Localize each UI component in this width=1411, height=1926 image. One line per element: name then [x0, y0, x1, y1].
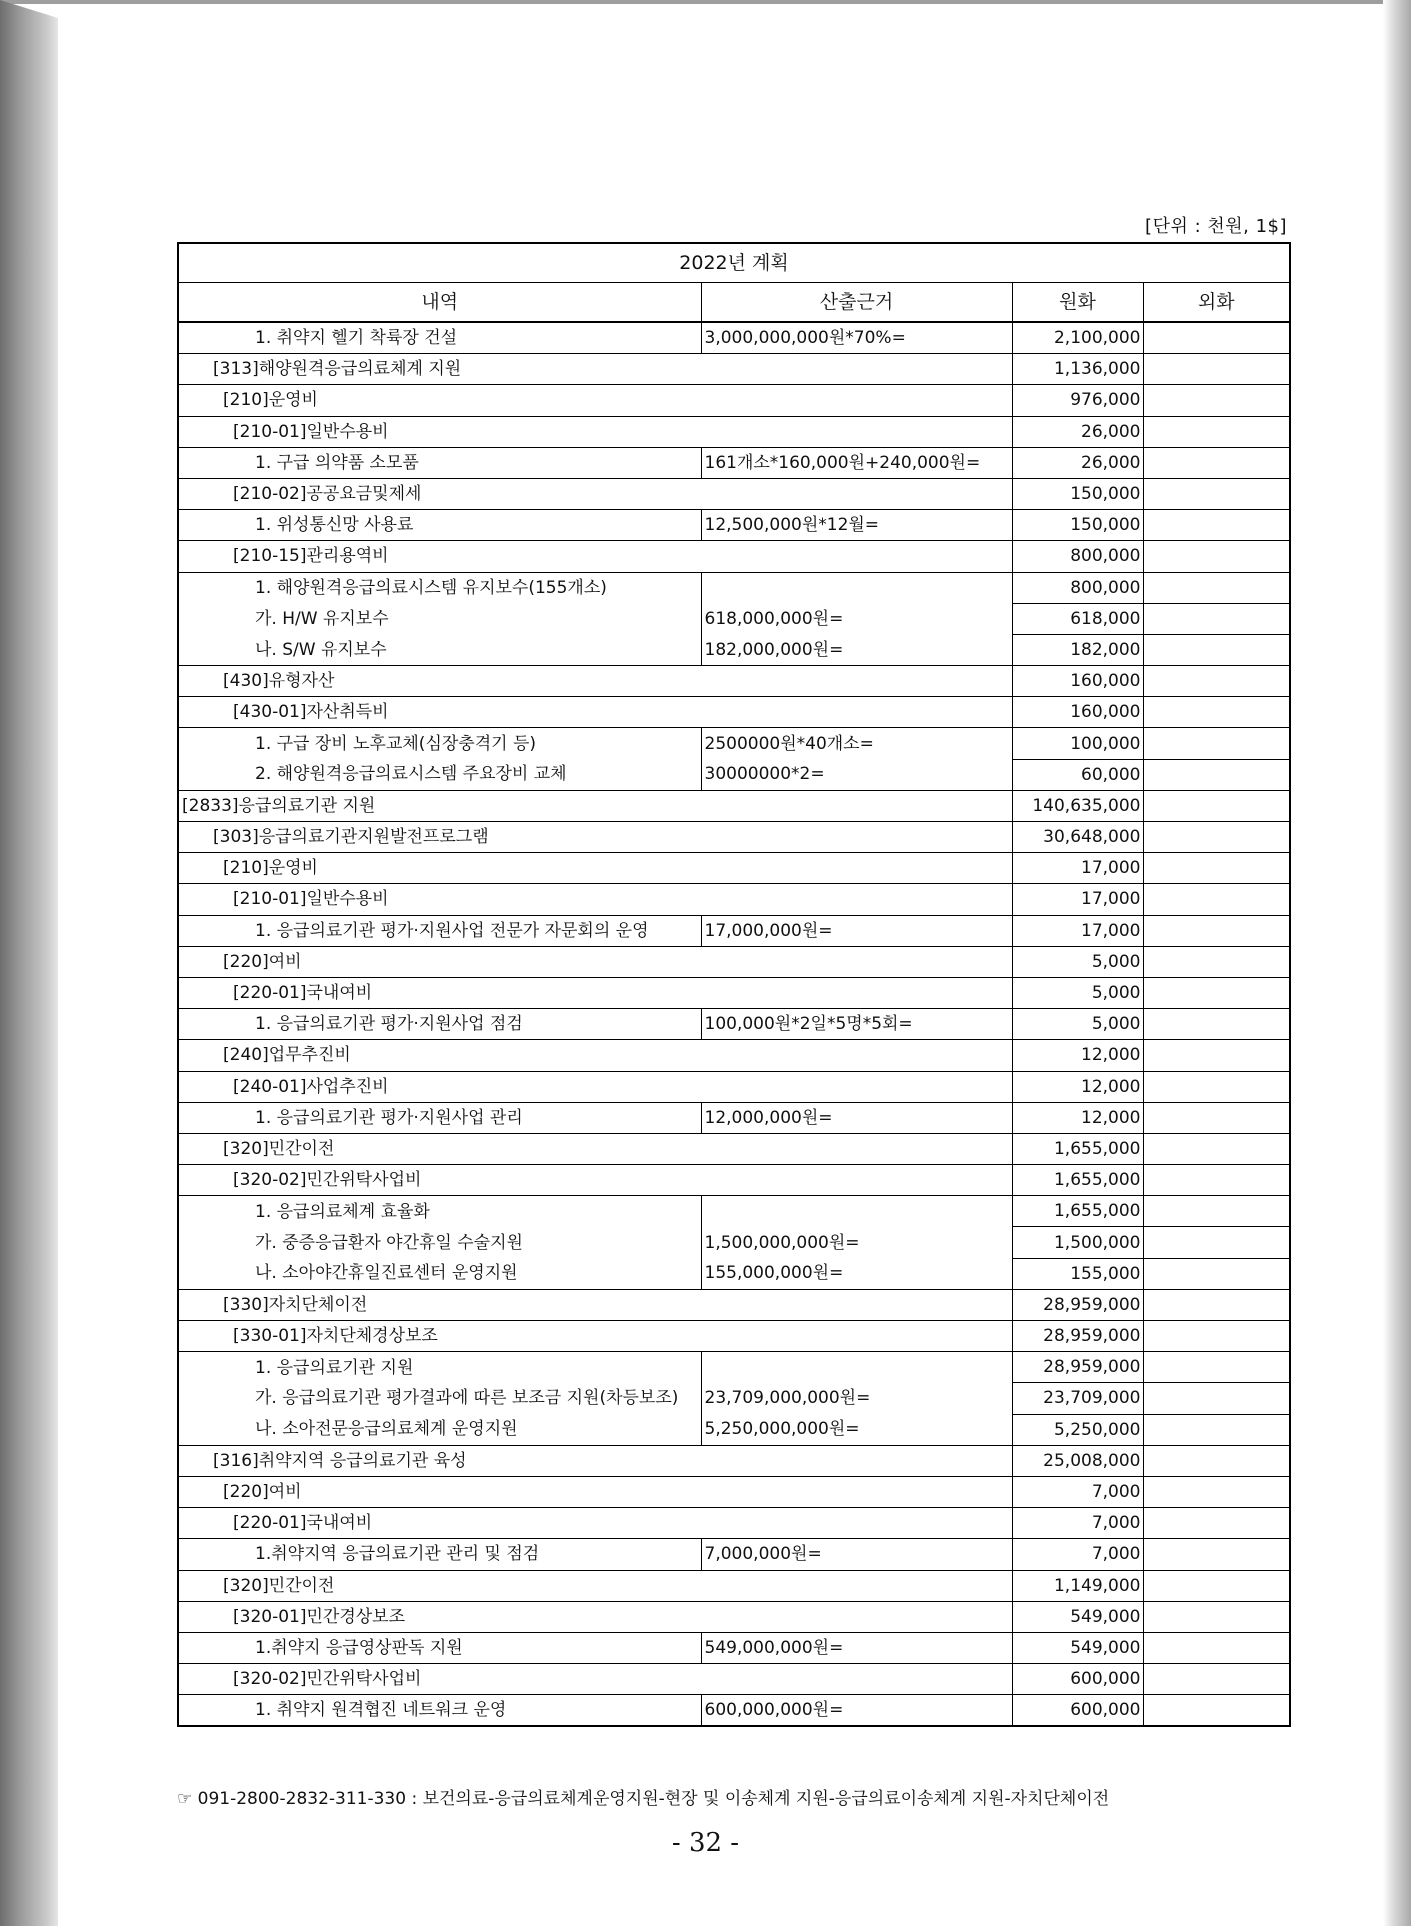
row-description: 1. 취약지 헬기 착륙장 건설: [178, 322, 701, 354]
header-foreign: 외화: [1143, 283, 1290, 323]
row-description: [316]취약지역 응급의료기관 육성: [178, 1445, 1012, 1476]
row-krw-amount: 800,000: [1012, 572, 1143, 603]
row-krw-amount: 100,000: [1012, 728, 1143, 759]
row-basis: 23,709,000,000원=: [701, 1383, 1012, 1414]
table-row: [178, 416, 1290, 447]
table-row: [178, 1508, 1290, 1539]
table-row: [178, 977, 1290, 1008]
row-krw-amount: 150,000: [1012, 510, 1143, 541]
row-description: [210-15]관리용역비: [178, 541, 1012, 572]
row-krw-amount: 7,000: [1012, 1508, 1143, 1539]
table-row: [178, 1258, 1290, 1289]
row-description: 1. 해양원격응급의료시스템 유지보수(155개소): [178, 572, 701, 603]
row-description: 1.취약지역 응급의료기관 관리 및 점검: [178, 1539, 701, 1570]
row-krw-amount: 600,000: [1012, 1664, 1143, 1695]
page-left-shadow: [0, 0, 58, 1926]
row-description: [210-01]일반수용비: [178, 884, 1012, 915]
page-edge: [0, 0, 1411, 4]
row-krw-amount: 25,008,000: [1012, 1445, 1143, 1476]
table-row: [178, 478, 1290, 509]
row-foreign-amount: [1143, 1508, 1290, 1539]
row-krw-amount: 28,959,000: [1012, 1321, 1143, 1352]
row-basis: [701, 572, 1012, 603]
table-row: [178, 1071, 1290, 1102]
table-row: [178, 915, 1290, 946]
budget-table: [177, 242, 1291, 1727]
row-krw-amount: 155,000: [1012, 1258, 1143, 1289]
row-krw-amount: 17,000: [1012, 884, 1143, 915]
row-description: 2. 해양원격응급의료시스템 주요장비 교체: [178, 759, 701, 790]
row-foreign-amount: [1143, 385, 1290, 416]
row-krw-amount: 1,655,000: [1012, 1133, 1143, 1164]
table-row: [178, 1040, 1290, 1071]
row-description: 나. 소아전문응급의료체계 운영지원: [178, 1414, 701, 1445]
row-foreign-amount: [1143, 1539, 1290, 1570]
row-basis: 7,000,000원=: [701, 1539, 1012, 1570]
table-row: [178, 759, 1290, 790]
table-row: [178, 1539, 1290, 1570]
table-row: [178, 1476, 1290, 1507]
row-basis: 161개소*160,000원+240,000원=: [701, 447, 1012, 478]
row-description: [313]해양원격응급의료체계 지원: [178, 354, 1012, 385]
row-foreign-amount: [1143, 666, 1290, 697]
row-foreign-amount: [1143, 1352, 1290, 1383]
page-number: - 32 -: [671, 1828, 740, 1858]
row-foreign-amount: [1143, 1383, 1290, 1414]
table-row: [178, 1165, 1290, 1196]
row-description: [320]민간이전: [178, 1133, 1012, 1164]
row-foreign-amount: [1143, 697, 1290, 728]
row-foreign-amount: [1143, 603, 1290, 634]
table-row: [178, 541, 1290, 572]
row-description: 1. 응급의료기관 평가·지원사업 전문가 자문회의 운영: [178, 915, 701, 946]
row-foreign-amount: [1143, 1632, 1290, 1663]
row-foreign-amount: [1143, 1445, 1290, 1476]
row-foreign-amount: [1143, 1321, 1290, 1352]
row-foreign-amount: [1143, 1664, 1290, 1695]
row-krw-amount: 800,000: [1012, 541, 1143, 572]
row-foreign-amount: [1143, 728, 1290, 759]
row-basis: 182,000,000원=: [701, 634, 1012, 665]
row-krw-amount: 12,000: [1012, 1040, 1143, 1071]
row-foreign-amount: [1143, 572, 1290, 603]
row-foreign-amount: [1143, 946, 1290, 977]
row-krw-amount: 160,000: [1012, 666, 1143, 697]
table-row: [178, 884, 1290, 915]
footnote: ☞ 091-2800-2832-311-330 : 보건의료-응급의료체계운영지원-현장 및 이송체계 지원-응급의료이송체계 지원-자치단체이전: [177, 1789, 1110, 1809]
row-krw-amount: 5,000: [1012, 946, 1143, 977]
row-basis: 2500000원*40개소=: [701, 728, 1012, 759]
table-row: [178, 1009, 1290, 1040]
header-description: 내역: [178, 283, 701, 323]
row-foreign-amount: [1143, 915, 1290, 946]
table-row: [178, 1695, 1290, 1727]
row-krw-amount: 1,655,000: [1012, 1165, 1143, 1196]
table-row: [178, 1227, 1290, 1258]
row-foreign-amount: [1143, 447, 1290, 478]
row-krw-amount: 7,000: [1012, 1539, 1143, 1570]
row-krw-amount: 5,000: [1012, 977, 1143, 1008]
row-description: 나. 소아야간휴일진료센터 운영지원: [178, 1258, 701, 1289]
row-krw-amount: 28,959,000: [1012, 1352, 1143, 1383]
row-basis: 17,000,000원=: [701, 915, 1012, 946]
table-row: [178, 510, 1290, 541]
table-row: [178, 447, 1290, 478]
row-basis: 600,000,000원=: [701, 1695, 1012, 1727]
row-krw-amount: 182,000: [1012, 634, 1143, 665]
row-description: 1. 응급의료체계 효율화: [178, 1196, 701, 1227]
table-row: [178, 1664, 1290, 1695]
row-description: [320-02]민간위탁사업비: [178, 1664, 1012, 1695]
table-row: [178, 697, 1290, 728]
row-basis: 155,000,000원=: [701, 1258, 1012, 1289]
row-description: 가. 중증응급환자 야간휴일 수술지원: [178, 1227, 701, 1258]
row-krw-amount: 160,000: [1012, 697, 1143, 728]
page-right-shadow: [1383, 0, 1411, 1926]
row-foreign-amount: [1143, 790, 1290, 821]
row-basis: 549,000,000원=: [701, 1632, 1012, 1663]
row-krw-amount: 600,000: [1012, 1695, 1143, 1727]
unit-note: [단위 : 천원, 1$]: [1145, 216, 1287, 237]
row-foreign-amount: [1143, 977, 1290, 1008]
table-row: [178, 1383, 1290, 1414]
row-krw-amount: 30,648,000: [1012, 822, 1143, 853]
row-description: [330]자치단체이전: [178, 1289, 1012, 1320]
table-row: [178, 1133, 1290, 1164]
row-foreign-amount: [1143, 541, 1290, 572]
table-row: [178, 1102, 1290, 1133]
table-row: [178, 1196, 1290, 1227]
row-krw-amount: 12,000: [1012, 1071, 1143, 1102]
row-krw-amount: 23,709,000: [1012, 1383, 1143, 1414]
row-basis: 100,000원*2일*5명*5회=: [701, 1009, 1012, 1040]
row-description: 1. 구급 의약품 소모품: [178, 447, 701, 478]
row-foreign-amount: [1143, 1227, 1290, 1258]
row-foreign-amount: [1143, 1133, 1290, 1164]
row-krw-amount: 7,000: [1012, 1476, 1143, 1507]
row-foreign-amount: [1143, 822, 1290, 853]
row-krw-amount: 17,000: [1012, 853, 1143, 884]
row-description: 가. 응급의료기관 평가결과에 따른 보조금 지원(차등보조): [178, 1383, 701, 1414]
row-description: 1. 응급의료기관 지원: [178, 1352, 701, 1383]
row-description: [430-01]자산취득비: [178, 697, 1012, 728]
row-krw-amount: 150,000: [1012, 478, 1143, 509]
row-foreign-amount: [1143, 1040, 1290, 1071]
row-description: [320-02]민간위탁사업비: [178, 1165, 1012, 1196]
table-title: 2022년 계획: [178, 243, 1290, 283]
row-krw-amount: 976,000: [1012, 385, 1143, 416]
row-foreign-amount: [1143, 416, 1290, 447]
row-description: [240]업무추진비: [178, 1040, 1012, 1071]
row-foreign-amount: [1143, 510, 1290, 541]
row-foreign-amount: [1143, 478, 1290, 509]
table-row: [178, 572, 1290, 603]
row-krw-amount: 1,136,000: [1012, 354, 1143, 385]
row-foreign-amount: [1143, 1570, 1290, 1601]
row-description: [220]여비: [178, 1476, 1012, 1507]
row-foreign-amount: [1143, 1009, 1290, 1040]
row-basis: 618,000,000원=: [701, 603, 1012, 634]
row-description: 가. H/W 유지보수: [178, 603, 701, 634]
table-row: [178, 1289, 1290, 1320]
row-description: [220-01]국내여비: [178, 977, 1012, 1008]
row-description: 1. 위성통신망 사용료: [178, 510, 701, 541]
row-krw-amount: 26,000: [1012, 416, 1143, 447]
table-row: [178, 822, 1290, 853]
row-krw-amount: 12,000: [1012, 1102, 1143, 1133]
row-description: 1.취약지 응급영상판독 지원: [178, 1632, 701, 1663]
row-foreign-amount: [1143, 354, 1290, 385]
row-krw-amount: 5,000: [1012, 1009, 1143, 1040]
table-row: [178, 354, 1290, 385]
row-krw-amount: 618,000: [1012, 603, 1143, 634]
row-basis: 1,500,000,000원=: [701, 1227, 1012, 1258]
row-foreign-amount: [1143, 1071, 1290, 1102]
table-row: [178, 1601, 1290, 1632]
table-row: [178, 1321, 1290, 1352]
row-foreign-amount: [1143, 853, 1290, 884]
row-foreign-amount: [1143, 1414, 1290, 1445]
row-foreign-amount: [1143, 759, 1290, 790]
row-krw-amount: 1,500,000: [1012, 1227, 1143, 1258]
row-foreign-amount: [1143, 1476, 1290, 1507]
row-description: 1. 응급의료기관 평가·지원사업 점검: [178, 1009, 701, 1040]
row-foreign-amount: [1143, 634, 1290, 665]
row-krw-amount: 5,250,000: [1012, 1414, 1143, 1445]
row-krw-amount: 60,000: [1012, 759, 1143, 790]
table-row: [178, 1570, 1290, 1601]
row-description: [210-01]일반수용비: [178, 416, 1012, 447]
row-krw-amount: 549,000: [1012, 1601, 1143, 1632]
row-foreign-amount: [1143, 1196, 1290, 1227]
row-foreign-amount: [1143, 322, 1290, 354]
row-foreign-amount: [1143, 884, 1290, 915]
table-row: [178, 790, 1290, 821]
row-basis: 3,000,000,000원*70%=: [701, 322, 1012, 354]
row-krw-amount: 17,000: [1012, 915, 1143, 946]
row-basis: [701, 1352, 1012, 1383]
row-description: [430]유형자산: [178, 666, 1012, 697]
row-description: 1. 응급의료기관 평가·지원사업 관리: [178, 1102, 701, 1133]
row-foreign-amount: [1143, 1289, 1290, 1320]
row-basis: 12,500,000원*12월=: [701, 510, 1012, 541]
row-krw-amount: 28,959,000: [1012, 1289, 1143, 1320]
row-description: [320-01]민간경상보조: [178, 1601, 1012, 1632]
row-krw-amount: 549,000: [1012, 1632, 1143, 1663]
row-foreign-amount: [1143, 1258, 1290, 1289]
header-basis: 산출근거: [701, 283, 1012, 323]
row-basis: [701, 1196, 1012, 1227]
row-description: [220]여비: [178, 946, 1012, 977]
row-description: [210]운영비: [178, 853, 1012, 884]
row-foreign-amount: [1143, 1165, 1290, 1196]
row-description: 나. S/W 유지보수: [178, 634, 701, 665]
row-krw-amount: 1,149,000: [1012, 1570, 1143, 1601]
table-row: [178, 603, 1290, 634]
row-krw-amount: 140,635,000: [1012, 790, 1143, 821]
row-krw-amount: 26,000: [1012, 447, 1143, 478]
row-foreign-amount: [1143, 1102, 1290, 1133]
row-description: [210]운영비: [178, 385, 1012, 416]
table-row: [178, 322, 1290, 354]
row-foreign-amount: [1143, 1695, 1290, 1727]
row-basis: 5,250,000,000원=: [701, 1414, 1012, 1445]
header-krw: 원화: [1012, 283, 1143, 323]
row-basis: 30000000*2=: [701, 759, 1012, 790]
table-row: [178, 1414, 1290, 1445]
row-description: [240-01]사업추진비: [178, 1071, 1012, 1102]
row-description: [330-01]자치단체경상보조: [178, 1321, 1012, 1352]
table-row: [178, 666, 1290, 697]
row-krw-amount: 1,655,000: [1012, 1196, 1143, 1227]
row-description: [210-02]공공요금및제세: [178, 478, 1012, 509]
row-description: [320]민간이전: [178, 1570, 1012, 1601]
row-description: [220-01]국내여비: [178, 1508, 1012, 1539]
table-row: [178, 1352, 1290, 1383]
row-description: 1. 구급 장비 노후교체(심장충격기 등): [178, 728, 701, 759]
table-row: [178, 728, 1290, 759]
table-row: [178, 1445, 1290, 1476]
table-row: [178, 634, 1290, 665]
table-row: [178, 853, 1290, 884]
row-description: [303]응급의료기관지원발전프로그램: [178, 822, 1012, 853]
row-foreign-amount: [1143, 1601, 1290, 1632]
row-krw-amount: 2,100,000: [1012, 322, 1143, 354]
table-row: [178, 946, 1290, 977]
table-row: [178, 385, 1290, 416]
row-basis: 12,000,000원=: [701, 1102, 1012, 1133]
table-body: [178, 322, 1290, 1726]
row-description: 1. 취약지 원격협진 네트워크 운영: [178, 1695, 701, 1727]
table-row: [178, 1632, 1290, 1663]
row-description: [2833]응급의료기관 지원: [178, 790, 1012, 821]
